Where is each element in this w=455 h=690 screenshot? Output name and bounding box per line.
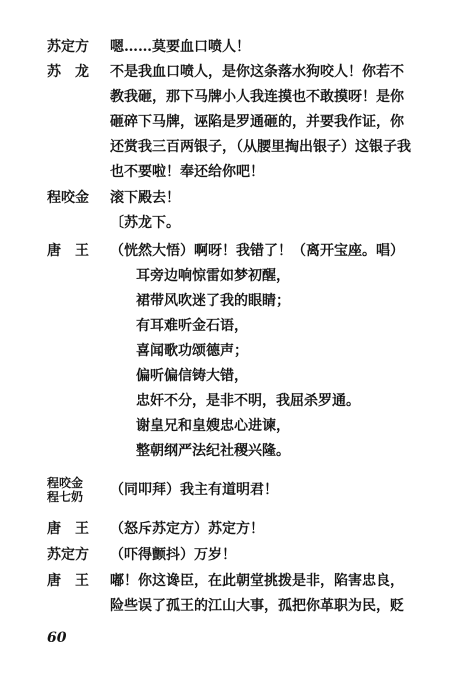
verse-line: 谢皇兄和皇嫂忠心进谏， (136, 418, 290, 434)
dialogue-line: （怒斥苏定方）苏定方！ (110, 521, 264, 537)
dialogue-line: 还赏我三百两银子，（从腰里掏出银子）这银子我 (110, 139, 411, 155)
verse-line: 有耳难听金石语， (136, 318, 248, 334)
dialogue-line: （同叩拜）我主有道明君！ (110, 482, 278, 498)
speaker-name: 唐 王 (47, 243, 89, 259)
speaker-name: 苏定方 (47, 39, 89, 55)
speaker-name: 苏 龙 (47, 64, 89, 80)
speaker-name: 程七奶 (47, 490, 84, 504)
dialogue-line: （吓得颤抖）万岁！ (110, 547, 236, 563)
stage-direction: 〔苏龙下。 (110, 215, 180, 231)
dialogue-line: 滚下殿去！ (110, 190, 180, 206)
verse-line: 整朝纲严法纪社稷兴隆。 (136, 443, 290, 459)
verse-line: 喜闻歌功颂德声； (136, 343, 248, 359)
speaker-name: 唐 王 (47, 573, 89, 589)
speaker-name: 苏定方 (47, 547, 89, 563)
verse-line: 偏听偏信铸大错， (136, 368, 248, 384)
speaker-name: 程咬金 (47, 190, 89, 206)
page-number: 60 (47, 630, 67, 646)
dialogue-line: 砸碎下马牌，诬陷是罗通砸的，并要我作证，你 (110, 114, 404, 130)
dialogue-line: 嘟！你这谗臣，在此朝堂挑拨是非，陷害忠良， (110, 573, 404, 589)
verse-line: 裙带风吹迷了我的眼睛； (136, 293, 290, 309)
speaker-name: 程咬金 (47, 476, 84, 490)
speaker-name: 唐 王 (47, 521, 89, 537)
dialogue-line: （恍然大悟）啊呀！我错了！（离开宝座。唱） (110, 243, 404, 259)
verse-line: 忠奸不分，是非不明，我屈杀罗通。 (136, 393, 360, 409)
verse-line: 耳旁边响惊雷如梦初醒， (136, 268, 290, 284)
dialogue-line: 教我砸，那下马牌小人我连摸也不敢摸呀！是你 (110, 89, 404, 105)
dialogue-line: 也不要啦！奉还给你吧！ (110, 164, 264, 180)
dialogue-line: 嗯……莫要血口喷人！ (110, 39, 250, 55)
dialogue-line: 险些误了孤王的江山大事，孤把你革职为民，贬 (110, 598, 404, 614)
dialogue-line: 不是我血口喷人，是你这条落水狗咬人！你若不 (110, 64, 404, 80)
